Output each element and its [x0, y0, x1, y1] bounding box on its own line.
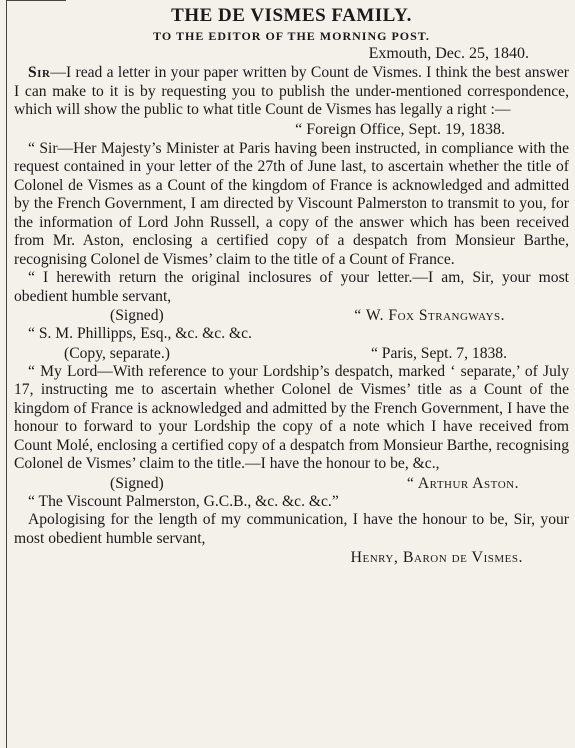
letter1-signed: (Signed)	[110, 307, 164, 324]
letter1-addressee: “ S. M. Phillipps, Esq., &c. &c. &c.	[28, 325, 252, 342]
letter1-closing: “ I herewith return the original inclosures of your letter.—I am, Sir, your most obedient humble servant,	[14, 269, 569, 305]
letter2-text: —With reference to your Lordship’s despatch, marked ‘ separate,’ of July 17, instructing me to ascertain whether Colonel de Vismes’ title as a Count of the kingdom of France is acknowledged and admitted by the French Government, I have the honour to forward to your Lordship the copy of a note which I have received from Count Molé, enclosing a certified copy of a despatch from Monsieur Barthe, recognising Colonel de Vismes’ claim to the title.—I have the honour to be, &c.,	[14, 362, 569, 472]
letter2-signer: “ Arthur Aston.	[406, 474, 519, 492]
letter1-signature-row	[14, 306, 569, 325]
intro-text: —I read a letter in your paper written by Count de Vismes. I think the best answer I can make to it is by requesting you to publish the under-mentioned correspondence, which will show the public to what title Count de Vismes has legally a right :—	[14, 64, 569, 118]
salutation: Sir	[28, 64, 51, 81]
article-title: THE DE VISMES FAMILY.	[171, 5, 412, 26]
conclusion-paragraph: Apologising for the length of my communication, I have the honour to be, Sir, your most obedient humble servant,	[14, 511, 569, 547]
letter1-body: “ Sir—Her Majesty’s Minister at Paris having been instructed, in compliance with the request contained in your letter of the 27th of June last, to ascertain whether the title of Colonel de Vismes as a Count of the kingdom of France is acknowledged and admitted by the French Government, I am directed by Viscount Palmerston to transmit to you, for the information of Lord John Russell, a copy of the answer which has been received from Mr. Aston, enclosing a certified copy of a despatch from Monsieur Barthe, recognising Colonel de Vismes’ claim to the title of a Count of France.	[14, 139, 569, 268]
letter1-heading: “ Foreign Office, Sept. 19, 1838.	[295, 120, 505, 138]
letter2-header-row	[14, 344, 569, 363]
editor-line: TO THE EDITOR OF THE MORNING POST.	[153, 29, 430, 43]
header-rule	[6, 0, 66, 1]
letter2-body	[14, 363, 569, 474]
letter1-signer: “ W. Fox Strangways.	[354, 307, 505, 324]
letter2-signed: (Signed)	[110, 474, 164, 492]
newspaper-article	[14, 4, 569, 568]
signature: Henry, Baron de Vismes.	[350, 549, 523, 566]
letter2-copy-note: (Copy, separate.)	[64, 344, 170, 362]
letter2-addressee: “ The Viscount Palmerston, G.C.B., &c. &c. &c.”	[28, 492, 339, 510]
letter2-heading: “ Paris, Sept. 7, 1838.	[370, 344, 507, 362]
letter2-salutation: “ My Lord	[28, 362, 98, 380]
letter2-signature-row	[14, 474, 569, 493]
intro-paragraph	[14, 64, 569, 120]
column-rule	[6, 0, 7, 748]
dateline: Exmouth, Dec. 25, 1840.	[368, 45, 529, 62]
